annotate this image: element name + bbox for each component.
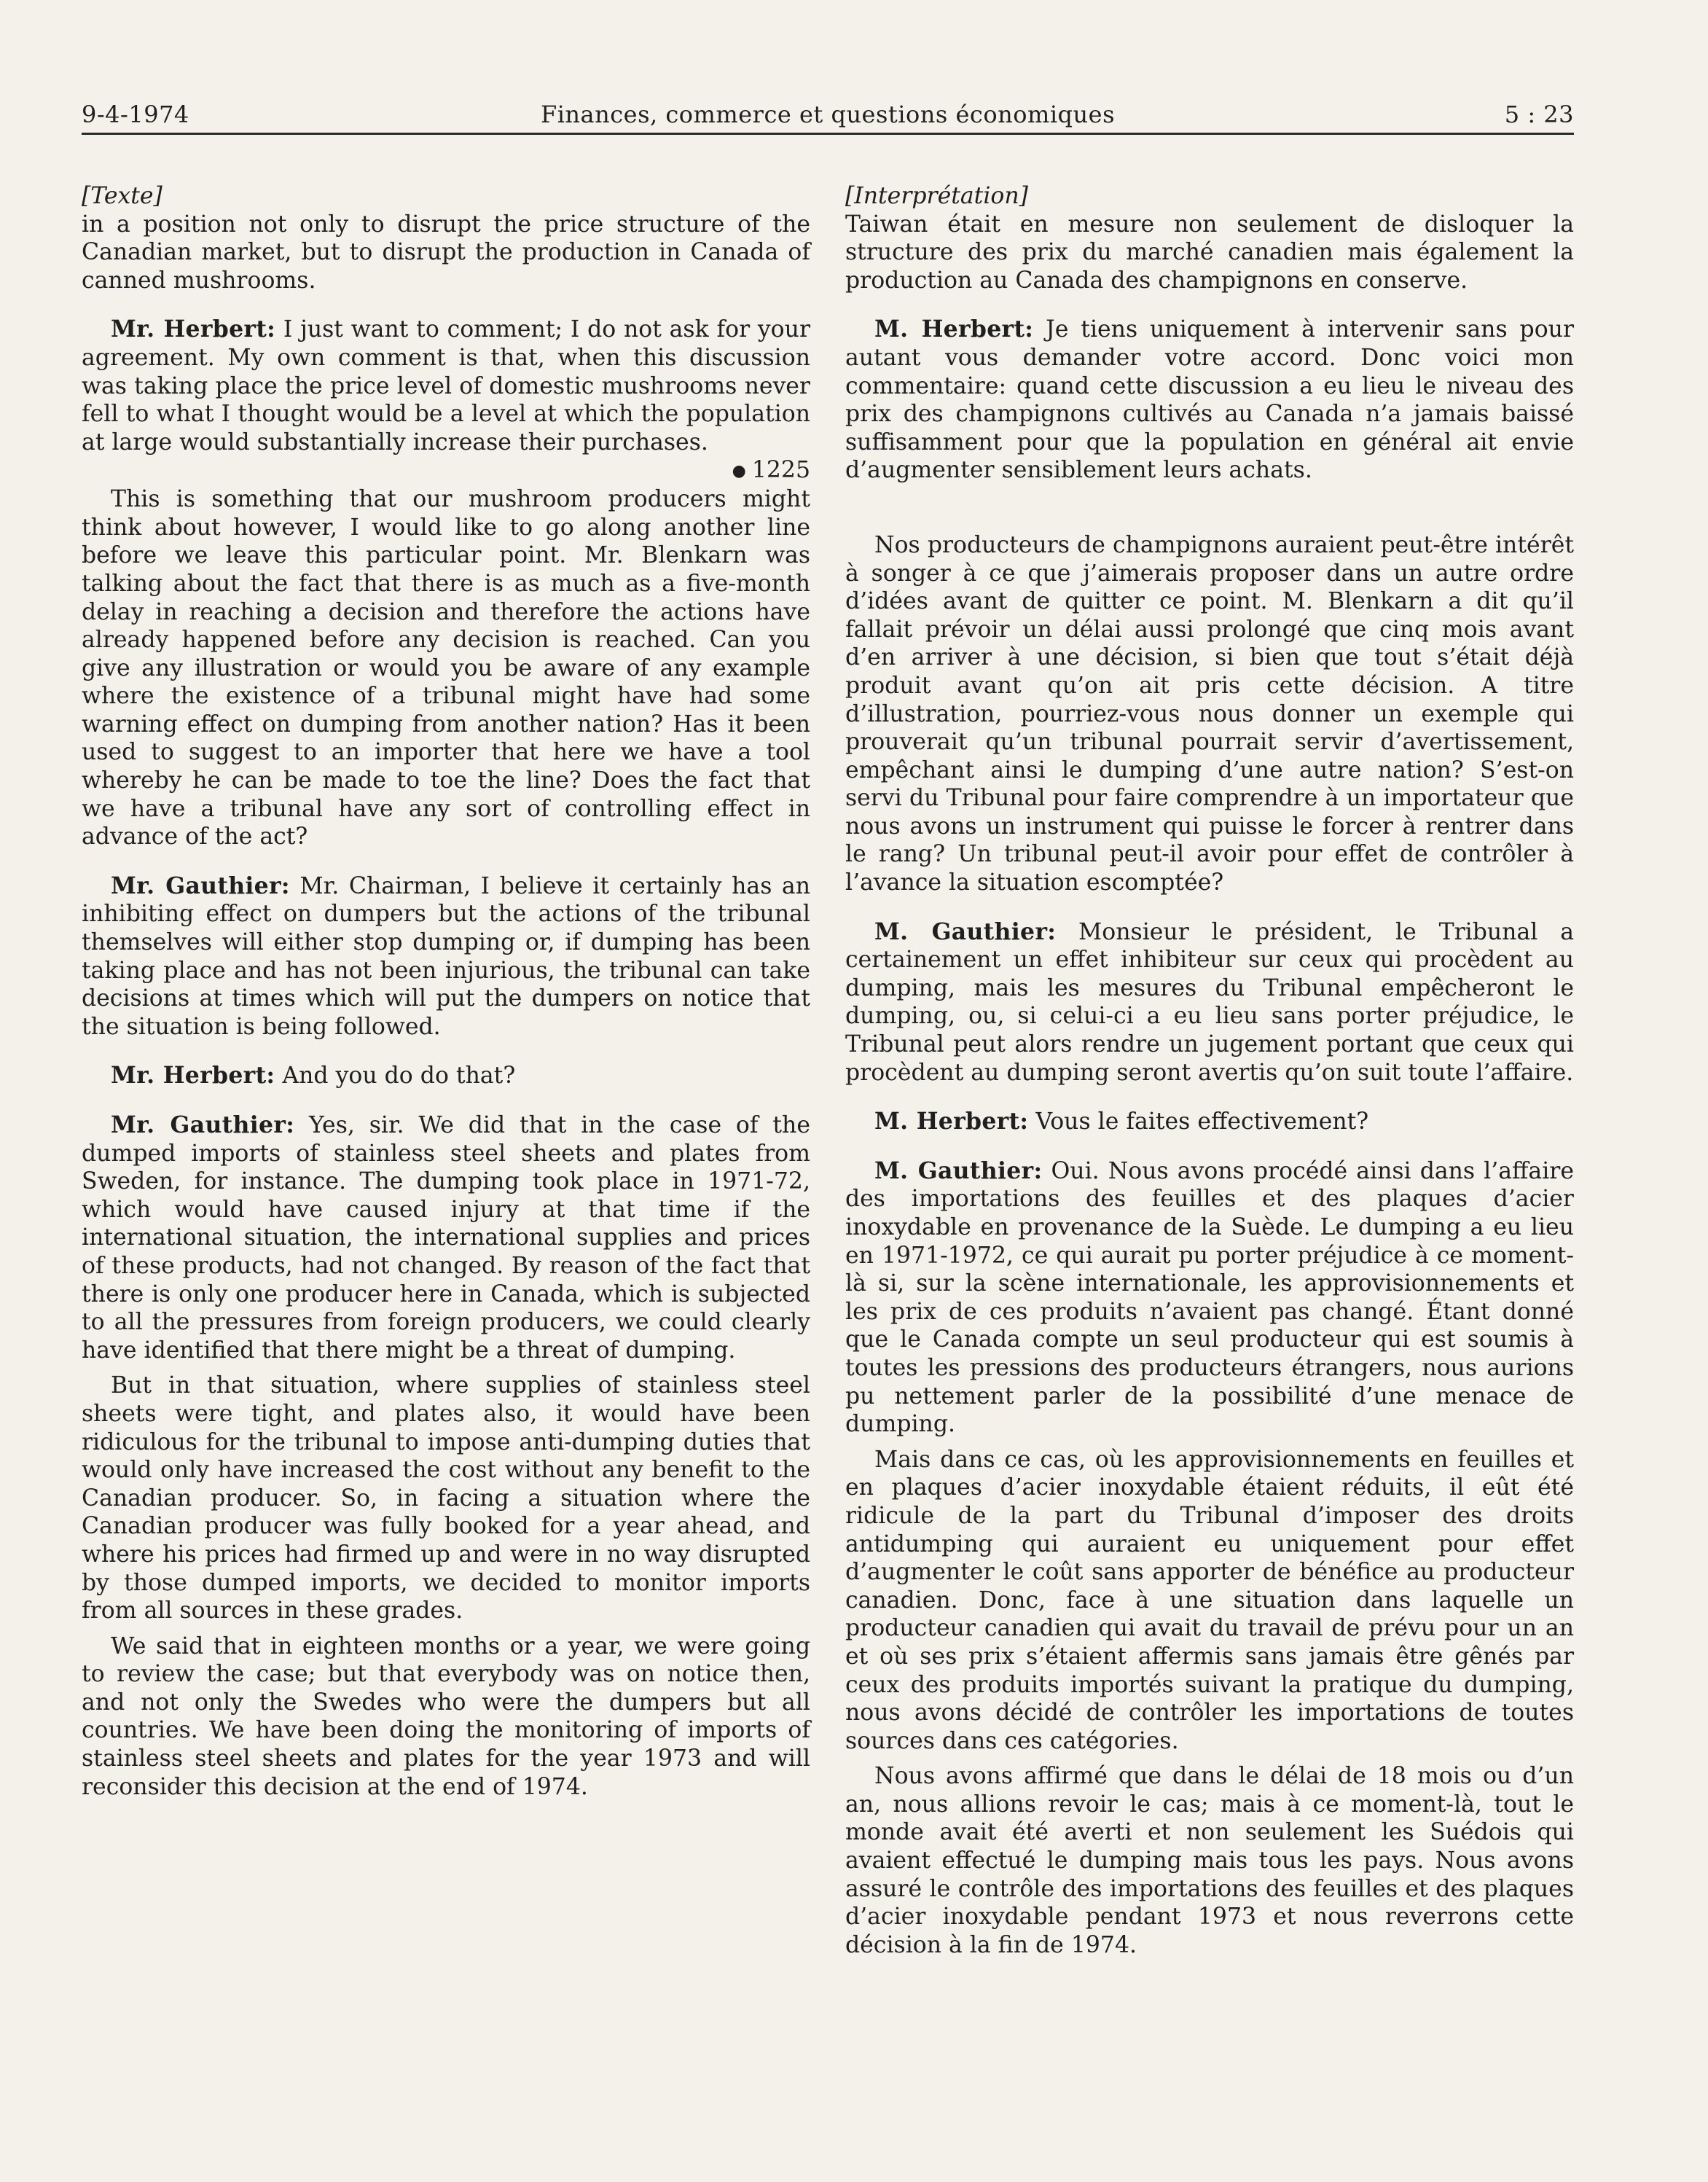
speech-text: Mr. Chairman, I believe it certainly has an inhibiting effect on dumpers but the actions of the tribunal themselves will either stop dumping or, if dumping has been taking place and has not been injurious, the tribunal can take decisions at times which will put the dumpers on notice that the situation is being followed. — [82, 872, 810, 1040]
speaker-name: Mr. Herbert: — [111, 316, 276, 343]
paragraph: We said that in eighteen months or a year, we were going to review the case; but that everybody was on notice then, and not only the Swedes who were the dumpers but all countries. We have been doing the monitoring of imports of stainless steel sheets and plates for the year 1973 and will reconsider this decision at the end of 1974. — [82, 1632, 810, 1800]
speech-text: Yes, sir. We did that in the case of the dumped imports of stainless steel sheets and plates from Sweden, for instance. The dumping took place in 1971-72, which would have caused injury at that time if the international situation, the international supplies and prices of these products, had not changed. By reason of the fact that there is only one producer here in Canada, which is subjected to all the pressures from foreign producers, we could clearly have identified that there might be a threat of dumping. — [82, 1112, 810, 1364]
header-title: Finances, commerce et questions économiques — [540, 101, 1115, 128]
time-marker — [82, 456, 810, 485]
speech-text: Oui. Nous avons procédé ainsi dans l’affaire des importations des feuilles et des plaques d’acier inoxydable en provenance de la Suède. Le dumping a eu lieu en 1971-1972, ce qui aurait pu porter préjudice à ce moment-là si, sur la scène internationale, les approvisionnements et les prix de ces produits n’avaient pas changé. Étant donné que le Canada compte un seul producteur qui est soumis à toutes les pressions des producteurs étrangers, nous aurions pu nettement parler de la possibilité d’une menace de dumping. — [845, 1157, 1574, 1438]
speech-text: Monsieur le président, le Tribunal a certainement un effet inhibiteur sur ceux qui procèdent au dumping, mais les mesures du Tribunal empêcheront le dumping, ou, si celui-ci a eu lieu sans porter préjudice, le Tribunal peut alors rendre un jugement portant que ceux qui procèdent au dumping seront avertis qu’on suit toute l’affaire. — [845, 918, 1574, 1086]
paragraph: This is something that our mushroom producers might think about however, I would like to go along another line before we leave this particular point. Mr. Blenkarn was talking about the fact that there is as much as a five-month delay in reaching a decision and therefore the actions have already happened before any decision is reached. Can you give any illustration or would you be aware of any example where the existence of a tribunal might have had some warning effect on dumping from another nation? Has it been used to suggest to an importer that here we have a tool whereby he can be made to toe the line? Does the fact that we have a tribunal have any sort of controlling effect in advance of the act? — [82, 486, 810, 850]
speech-text: I just want to comment; I do not ask for your agreement. My own comment is that, when this discussion was taking place the price level of domestic mushrooms never fell to what I thought would be a level at which the population at large would substantially increase their purchases. — [82, 316, 810, 455]
header-date: 9-4-1974 — [82, 101, 189, 128]
speaker-name: Mr. Gauthier: — [111, 1111, 295, 1139]
paragraph — [845, 918, 1574, 1087]
bullet-icon: ● — [732, 461, 746, 480]
running-header — [82, 93, 1574, 135]
speaker-name: Mr. Herbert: — [111, 1062, 275, 1090]
paragraph — [845, 316, 1574, 485]
paragraph: in a position not only to disrupt the price structure of the Canadian market, but to disrupt the production in Canada of canned mushrooms. — [82, 211, 810, 294]
speech-text: Vous le faites effectivement? — [1028, 1108, 1369, 1135]
speaker-name: M. Gauthier: — [874, 1157, 1043, 1184]
speaker-name: M. Herbert: — [874, 1108, 1029, 1135]
paragraph: Nous avons affirmé que dans le délai de 18 mois ou d’un an, nous allions revoir le cas; mais à ce moment-là, tout le monde avait été averti et non seulement les Suédois qui avaient effectué le dumping mais tous les pays. Nous avons assuré le contrôle des importations des feuilles et des plaques d’acier inoxydable pendant 1973 et nous reverrons cette décision à la fin de 1974. — [845, 1763, 1574, 1958]
paragraph: Mais dans ce cas, où les approvisionnements en feuilles et en plaques d’acier inoxydable étaient réduits, il eût été ridicule de la part du Tribunal d’imposer des droits antidumping qui auraient eu uniquement pour effet d’augmenter le coût sans apporter de bénéfice au producteur canadien. Donc, face à une situation dans laquelle un producteur canadien qui avait du travail de prévu pour un an et où ses prix s’étaient affermis sans jamais être gênés par ceux des produits importés suivant la pratique du dumping, nous avons décidé de contrôler les importations de toutes sources dans ces catégories. — [845, 1446, 1574, 1754]
speech-text: And you do do that? — [275, 1063, 516, 1090]
paragraph — [82, 1111, 810, 1364]
paragraph — [82, 316, 810, 456]
speaker-name: M. Herbert: — [874, 316, 1034, 343]
french-column — [845, 182, 1574, 1959]
english-column — [82, 182, 810, 1801]
paragraph — [845, 1157, 1574, 1439]
speaker-name: M. Gauthier: — [874, 918, 1057, 945]
language-label: [Texte] — [82, 183, 162, 209]
paragraph — [82, 1062, 810, 1090]
speech-text: Je tiens uniquement à intervenir sans pour autant vous demander votre accord. Donc voici mon commentaire: quand cette discussion a eu lieu le niveau des prix des champignons cultivés au Canada n’a jamais baissé suffisamment pour que la population en général ait envie d’augmenter sensiblement leurs achats. — [845, 316, 1575, 484]
paragraph — [845, 1108, 1574, 1136]
language-label: [Interprétation] — [845, 183, 1028, 209]
paragraph: Taiwan était en mesure non seulement de disloquer la structure des prix du marché canadien mais également la production au Canada des champignons en conserve. — [845, 211, 1574, 294]
paragraph: But in that situation, where supplies of stainless steel sheets were tight, and plates also, it would have been ridiculous for the tribunal to impose anti-dumping duties that would only have increased the cost without any benefit to the Canadian producer. So, in facing a situation where the Canadian producer was fully booked for a year ahead, and where his prices had firmed up and were in no way disrupted by those dumped imports, we decided to monitor imports from all sources in these grades. — [82, 1372, 810, 1624]
time-marker-value: 1225 — [751, 457, 810, 484]
page-number: 5 : 23 — [1504, 101, 1574, 128]
speaker-name: Mr. Gauthier: — [111, 872, 290, 899]
paragraph — [82, 872, 810, 1041]
paragraph: Nos producteurs de champignons auraient peut-être intérêt à songer à ce que j’aimerais proposer dans un autre ordre d’idées avant de quitter ce point. M. Blenkarn a dit qu’il fallait prévoir un délai aussi prolongé que cinq mois avant d’en arriver à une décision, si bien que tout s’était déjà produit avant qu’on ait pris cette décision. A titre d’illustration, pourriez-vous nous donner un exemple qui prouverait qu’un tribunal pourrait servir d’avertissement, empêchant ainsi le dumping d’une autre nation? S’est-on servi du Tribunal pour faire comprendre à un importateur que nous avons un instrument qui puisse le forcer à rentrer dans le rang? Un tribunal peut-il avoir pour effet de contrôler à l’avance la situation escomptée? — [845, 531, 1574, 896]
